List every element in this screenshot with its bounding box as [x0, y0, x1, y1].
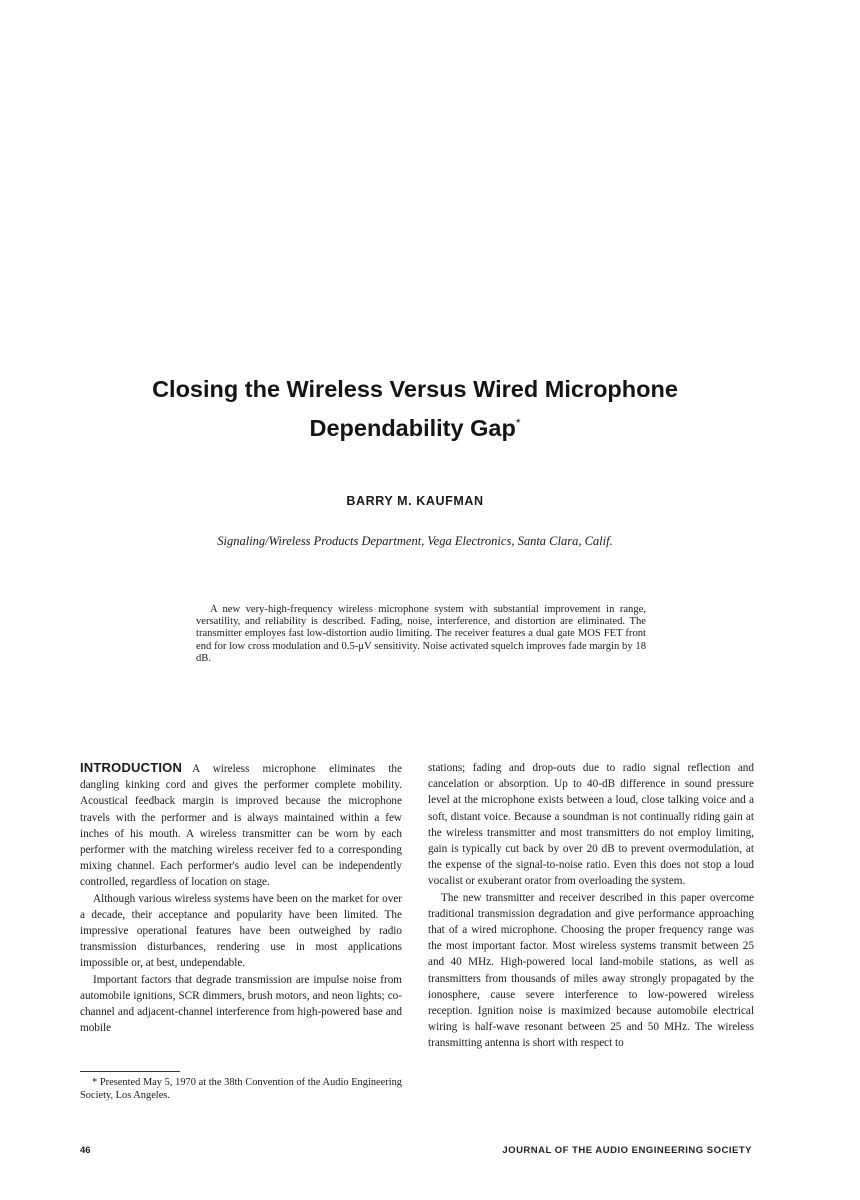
- paper-title: [0, 372, 830, 445]
- body-column-right: [428, 760, 754, 1052]
- body-paragraph: Important factors that degrade transmission are impulse noise from automobile ignitions, SCR dimmers, brush motors, and neon lights; co-channel and adjacent-channel interference from high-powered base and mobile: [80, 973, 402, 1035]
- abstract-text: A new very-high-frequency wireless microphone system with substantial improvement in range, versatility, and reliability is described. Fading, noise, interference, and distortion are eliminated. The transmitter employes fast low-distortion audio limiting. The receiver features a dual gate MOS FET front end for low cross modulation and 0.5-μV sensitivity. Noise activated squelch improves fade margin by 18 dB.: [196, 604, 646, 664]
- title-line-1: Closing the Wireless Versus Wired Microphone: [152, 376, 678, 402]
- page-number: 46: [80, 1145, 91, 1156]
- footnote-divider: [80, 1071, 180, 1072]
- body-paragraph-text: A wireless microphone eliminates the dangling kinking cord and gives the performer complete mobility. Acoustical feedback margin is improved because the microphone travels with the performer and is always maintained within a few inches of his mouth. A wireless transmitter can be worn by each performer with the matching wireless receiver fed to a corresponding mixing channel. Each performer's audio level can be independently controlled, regardless of location on stage.: [80, 763, 402, 889]
- title-footnote-marker: *: [515, 416, 521, 430]
- body-paragraph: Although various wireless systems have been on the market for over a decade, their acceptance and popularity have been limited. The impressive operational features have been outweighed by radio transmission disturbances, rendering use in most applications impossible or, at best, undependable.: [80, 892, 402, 970]
- author-affiliation: Signaling/Wireless Products Department, Vega Electronics, Santa Clara, Calif.: [217, 534, 613, 548]
- title-line-2: [0, 406, 830, 445]
- author-name: BARRY M. KAUFMAN: [346, 494, 484, 508]
- body-column-left: [80, 760, 402, 1036]
- body-paragraph: The new transmitter and receiver described in this paper overcome traditional transmission degradation and give performance approaching that of a wired microphone. Choosing the proper frequency range was the most important factor. Most wireless systems transmit between 25 and 40 MHz. High-powered local land-mobile stations, as well as transmitters from thousands of miles away strongly propagated by the ionosphere, cause severe interference to low-powered wireless reception. Ignition noise is maximized because automobile electrical wiring is half-wave resonant between 25 and 50 MHz. The wireless transmitting antenna is short with respect to: [428, 891, 754, 1050]
- footnote: [80, 1076, 402, 1102]
- title-line-2-text: Dependability Gap: [309, 415, 516, 441]
- body-paragraph: [80, 760, 402, 891]
- body-paragraph: stations; fading and drop-outs due to radio signal reflection and cancelation or absorption. Up to 40-dB difference in sound pressure level at the microphone exists between a loud, close talking voice and a soft, distant voice. Because a soundman is not continually riding gain at the wireless transmitter and most transmitters do not employ limiting, gain is typically cut back by over 20 dB to prevent overmodulation, at the expense of the signal-to-noise ratio. Even this does not stop a loud vocalist or exuberant orator from overloading the system.: [428, 762, 754, 888]
- section-heading: INTRODUCTION: [80, 760, 183, 775]
- footnote-text: * Presented May 5, 1970 at the 38th Convention of the Audio Engineering Society, Los Angeles.: [80, 1077, 402, 1101]
- journal-name: JOURNAL OF THE AUDIO ENGINEERING SOCIETY: [502, 1145, 752, 1156]
- abstract: [196, 604, 646, 665]
